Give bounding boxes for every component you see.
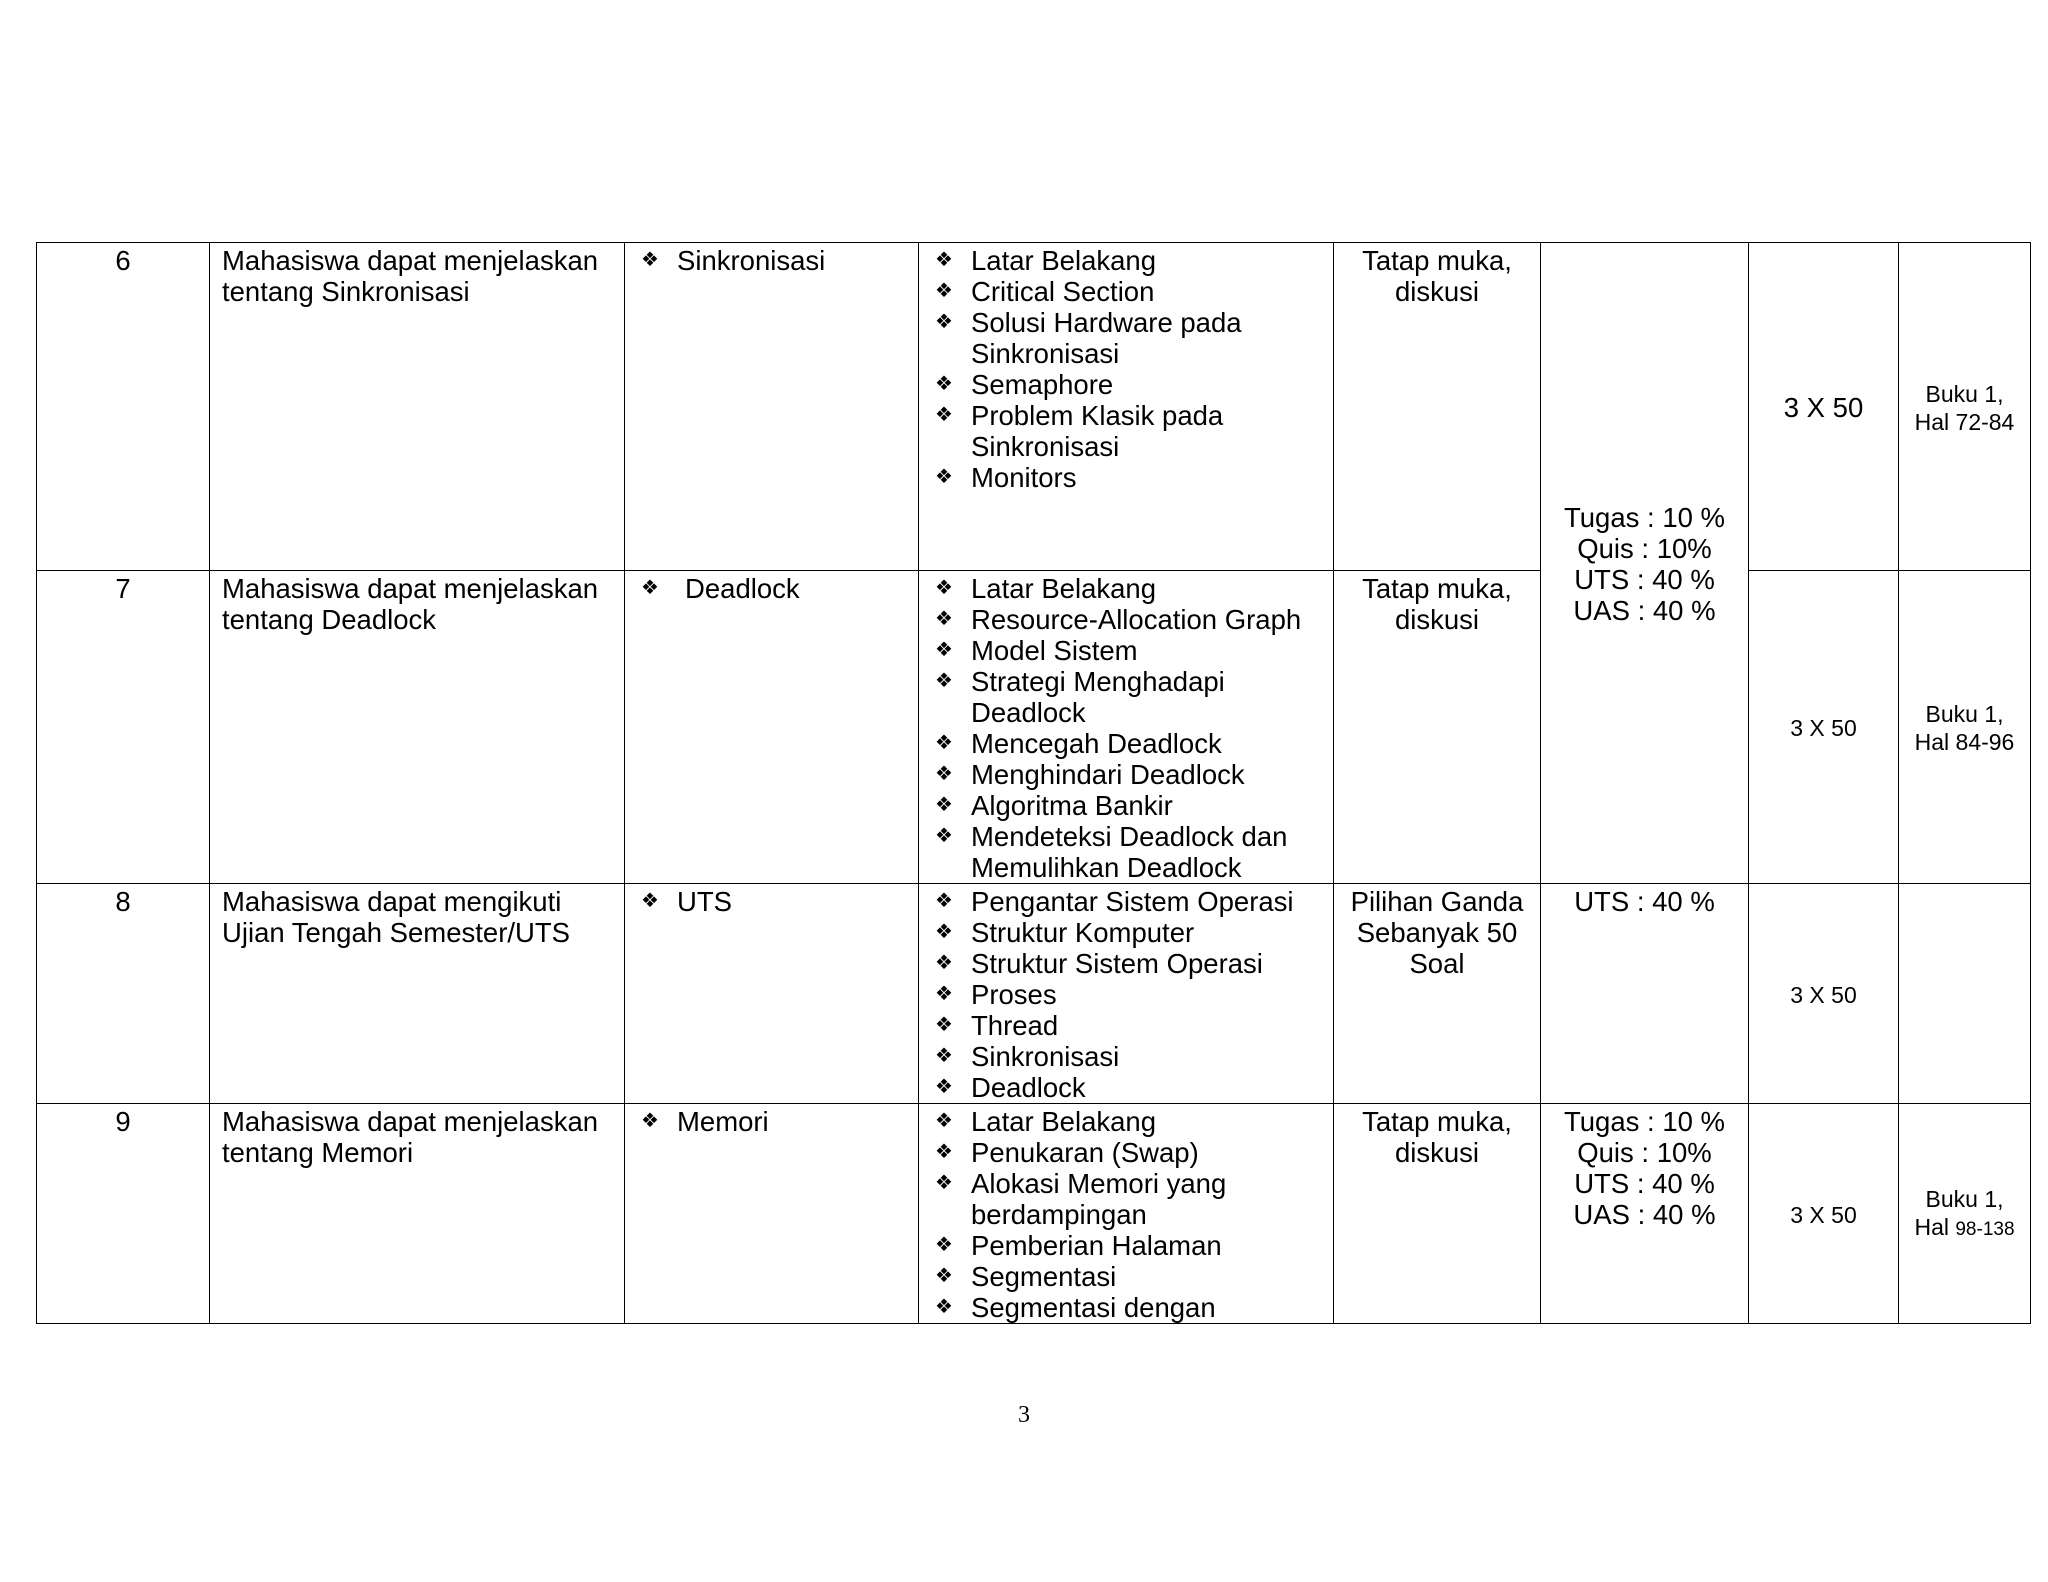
- subtopic-label: Segmentasi dengan: [971, 1292, 1216, 1323]
- teaching-method: Pilihan Ganda Sebanyak 50 Soal: [1334, 884, 1541, 1104]
- list-item: [931, 1072, 1321, 1103]
- time-allocation: 3 X 50: [1749, 1104, 1899, 1324]
- four-diamond-bullet-icon: ❖: [935, 1110, 953, 1132]
- reference-pages: 98-138: [1955, 1219, 2015, 1240]
- four-diamond-bullet-icon: ❖: [935, 952, 953, 974]
- list-item: [931, 635, 1321, 666]
- four-diamond-bullet-icon: ❖: [641, 577, 659, 599]
- reference: Buku 1, Hal 84-96: [1899, 571, 2031, 884]
- four-diamond-bullet-icon: ❖: [935, 608, 953, 630]
- subtopic-label: Latar Belakang: [971, 573, 1156, 604]
- subtopics-cell: [919, 243, 1334, 571]
- reference-prefix: Buku 1, Hal: [1914, 1186, 2004, 1240]
- assessment-line: UAS : 40 %: [1573, 595, 1716, 626]
- subtopic-label: Pemberian Halaman: [971, 1230, 1222, 1261]
- assessment-line: Tugas : 10 %: [1563, 1106, 1725, 1137]
- subtopic-label: Solusi Hardware pada Sinkronisasi: [971, 307, 1242, 369]
- list-item: [931, 948, 1321, 979]
- list-item: [637, 886, 906, 917]
- four-diamond-bullet-icon: ❖: [641, 1110, 659, 1132]
- four-diamond-bullet-icon: ❖: [935, 763, 953, 785]
- subtopic-label: Pengantar Sistem Operasi: [971, 886, 1294, 917]
- subtopic-label: Resource-Allocation Graph: [971, 604, 1302, 635]
- subtopic-label: Thread: [971, 1010, 1059, 1041]
- subtopic-label: Monitors: [971, 462, 1077, 493]
- assessment-line: Quis : 10%: [1577, 533, 1712, 564]
- subtopic-label: Struktur Komputer: [971, 917, 1195, 948]
- time-allocation: 3 X 50: [1749, 243, 1899, 571]
- list-item: [931, 604, 1321, 635]
- list-item: [931, 759, 1321, 790]
- list-item: [931, 979, 1321, 1010]
- four-diamond-bullet-icon: ❖: [935, 1045, 953, 1067]
- assessment-line: UTS : 40 %: [1574, 1168, 1715, 1199]
- list-item: [931, 245, 1321, 276]
- list-item: [931, 276, 1321, 307]
- assessment: UTS : 40 %: [1541, 884, 1749, 1104]
- assessment-line: UAS : 40 %: [1573, 1199, 1716, 1230]
- four-diamond-bullet-icon: ❖: [935, 280, 953, 302]
- four-diamond-bullet-icon: ❖: [935, 670, 953, 692]
- learning-objective: Mahasiswa dapat mengikuti Ujian Tengah Semester/UTS: [210, 884, 625, 1104]
- list-item: [931, 1137, 1321, 1168]
- four-diamond-bullet-icon: ❖: [935, 404, 953, 426]
- subtopic-label: Critical Section: [971, 276, 1155, 307]
- subtopic-label: Model Sistem: [971, 635, 1138, 666]
- list-item: [931, 790, 1321, 821]
- subtopic-label: Penukaran (Swap): [971, 1137, 1199, 1168]
- subtopic-label: Problem Klasik pada Sinkronisasi: [971, 400, 1224, 462]
- subtopics-cell: [919, 1104, 1334, 1324]
- four-diamond-bullet-icon: ❖: [935, 1172, 953, 1194]
- table-row: [37, 884, 2031, 1104]
- list-item: [637, 245, 906, 276]
- topic-label: Deadlock: [685, 573, 800, 604]
- list-item: [931, 307, 1321, 369]
- four-diamond-bullet-icon: ❖: [935, 890, 953, 912]
- four-diamond-bullet-icon: ❖: [935, 1076, 953, 1098]
- week-number: 6: [37, 243, 210, 571]
- reference: [1899, 884, 2031, 1104]
- list-item: [931, 573, 1321, 604]
- four-diamond-bullet-icon: ❖: [935, 1296, 953, 1318]
- list-item: [931, 1261, 1321, 1292]
- syllabus-table: [36, 242, 2031, 1324]
- list-item: [931, 369, 1321, 400]
- list-item: [931, 1292, 1321, 1323]
- four-diamond-bullet-icon: ❖: [935, 794, 953, 816]
- subtopic-label: Latar Belakang: [971, 1106, 1156, 1137]
- list-item: [931, 1230, 1321, 1261]
- learning-objective: Mahasiswa dapat menjelaskan tentang Memori: [210, 1104, 625, 1324]
- four-diamond-bullet-icon: ❖: [935, 577, 953, 599]
- week-number: 8: [37, 884, 210, 1104]
- topic-label: UTS: [677, 886, 732, 917]
- topic-cell: [625, 243, 919, 571]
- four-diamond-bullet-icon: ❖: [935, 373, 953, 395]
- subtopic-label: Algoritma Bankir: [971, 790, 1173, 821]
- learning-objective: Mahasiswa dapat menjelaskan tentang Sinkronisasi: [210, 243, 625, 571]
- topic-cell: [625, 1104, 919, 1324]
- list-item: [931, 917, 1321, 948]
- reference: Buku 1, Hal 72-84: [1899, 243, 2031, 571]
- four-diamond-bullet-icon: ❖: [641, 249, 659, 271]
- subtopics-cell: [919, 884, 1334, 1104]
- list-item: [931, 666, 1321, 728]
- list-item: [637, 573, 906, 604]
- subtopic-label: Menghindari Deadlock: [971, 759, 1245, 790]
- topic-cell: [625, 571, 919, 884]
- list-item: [931, 462, 1321, 493]
- table-row: [37, 243, 2031, 571]
- list-item: [931, 400, 1321, 462]
- assessment-line: Tugas : 10 %: [1563, 502, 1725, 533]
- four-diamond-bullet-icon: ❖: [935, 466, 953, 488]
- four-diamond-bullet-icon: ❖: [935, 1265, 953, 1287]
- list-item: [637, 1106, 906, 1137]
- teaching-method: Tatap muka, diskusi: [1334, 571, 1541, 884]
- list-item: [931, 1168, 1321, 1230]
- four-diamond-bullet-icon: ❖: [935, 1141, 953, 1163]
- subtopics-cell: [919, 571, 1334, 884]
- subtopic-label: Mencegah Deadlock: [971, 728, 1222, 759]
- subtopic-label: Sinkronisasi: [971, 1041, 1120, 1072]
- list-item: [931, 1010, 1321, 1041]
- subtopic-label: Mendeteksi Deadlock dan Memulihkan Deadlock: [971, 821, 1288, 883]
- teaching-method: Tatap muka, diskusi: [1334, 243, 1541, 571]
- subtopic-label: Semaphore: [971, 369, 1114, 400]
- list-item: [931, 728, 1321, 759]
- time-allocation: 3 X 50: [1749, 571, 1899, 884]
- subtopic-label: Latar Belakang: [971, 245, 1156, 276]
- assessment: [1541, 1104, 1749, 1324]
- topic-label: Sinkronisasi: [677, 245, 826, 276]
- four-diamond-bullet-icon: ❖: [935, 1014, 953, 1036]
- four-diamond-bullet-icon: ❖: [935, 1234, 953, 1256]
- subtopic-label: Struktur Sistem Operasi: [971, 948, 1263, 979]
- list-item: [931, 1106, 1321, 1137]
- four-diamond-bullet-icon: ❖: [935, 825, 953, 847]
- week-number: 9: [37, 1104, 210, 1324]
- four-diamond-bullet-icon: ❖: [935, 921, 953, 943]
- four-diamond-bullet-icon: ❖: [935, 311, 953, 333]
- four-diamond-bullet-icon: ❖: [935, 732, 953, 754]
- teaching-method: Tatap muka, diskusi: [1334, 1104, 1541, 1324]
- subtopic-label: Proses: [971, 979, 1057, 1010]
- table-row: [37, 1104, 2031, 1324]
- assessment-line: UTS : 40 %: [1574, 564, 1715, 595]
- list-item: [931, 886, 1321, 917]
- topic-label: Memori: [677, 1106, 769, 1137]
- subtopic-label: Segmentasi: [971, 1261, 1117, 1292]
- four-diamond-bullet-icon: ❖: [935, 983, 953, 1005]
- assessment-line: Quis : 10%: [1577, 1137, 1712, 1168]
- list-item: [931, 1041, 1321, 1072]
- subtopic-label: Strategi Menghadapi Deadlock: [971, 666, 1225, 728]
- four-diamond-bullet-icon: ❖: [641, 890, 659, 912]
- week-number: 7: [37, 571, 210, 884]
- time-allocation: 3 X 50: [1749, 884, 1899, 1104]
- subtopic-label: Alokasi Memori yang berdampingan: [971, 1168, 1227, 1230]
- learning-objective: Mahasiswa dapat menjelaskan tentang Deadlock: [210, 571, 625, 884]
- four-diamond-bullet-icon: ❖: [935, 639, 953, 661]
- four-diamond-bullet-icon: ❖: [935, 249, 953, 271]
- reference: [1899, 1104, 2031, 1324]
- topic-cell: [625, 884, 919, 1104]
- page-number: 3: [1018, 1402, 1030, 1428]
- assessment-shared: [1541, 243, 1749, 884]
- subtopic-label: Deadlock: [971, 1072, 1086, 1103]
- list-item: [931, 821, 1321, 883]
